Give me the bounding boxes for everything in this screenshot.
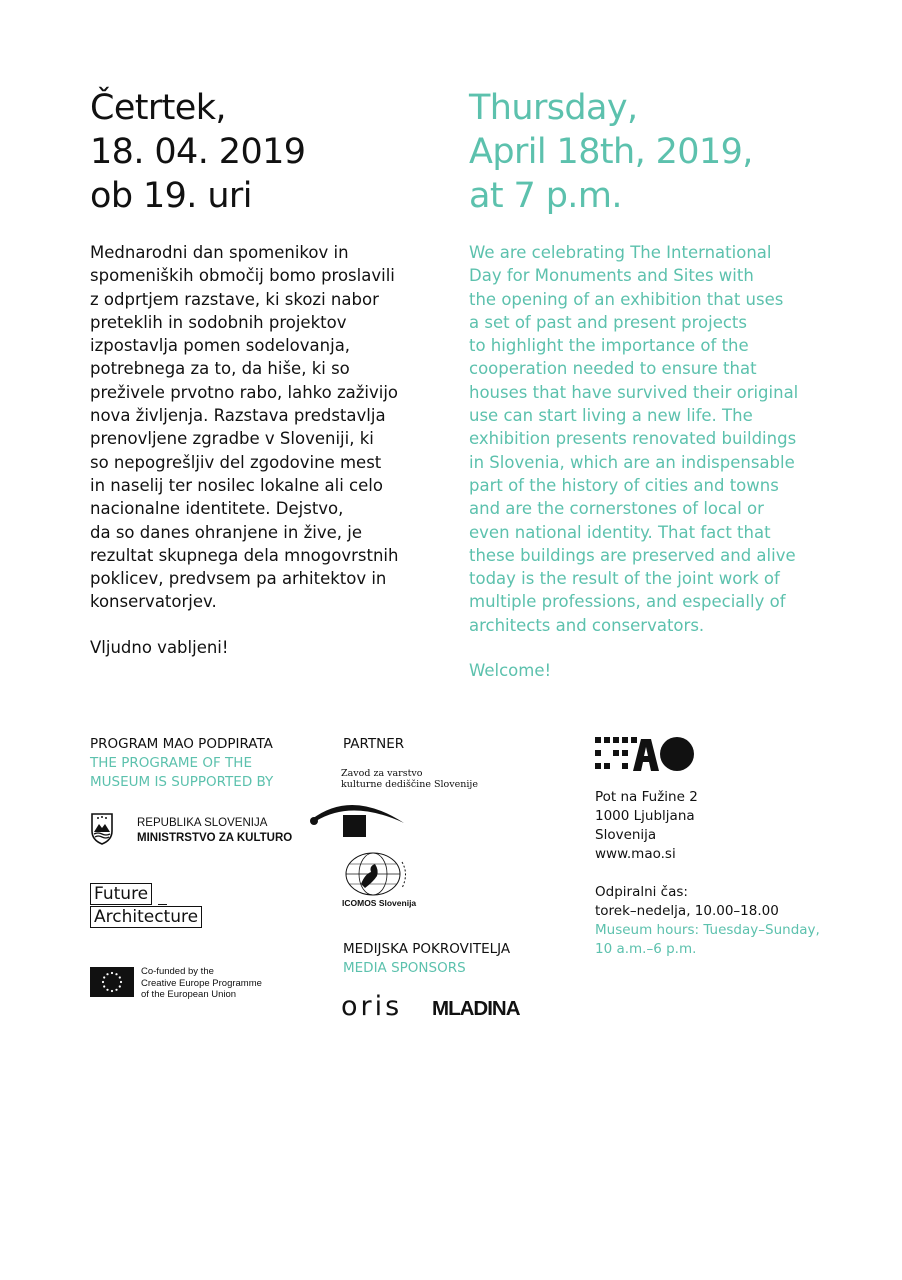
ministry-line: REPUBLIKA SLOVENIJA [137,817,268,829]
supporters-heading [90,735,273,792]
body-line: rezultat skupnega dela mnogovrstnih [90,545,399,565]
website-link[interactable]: www.mao.si [595,846,676,862]
eu-text [141,966,262,1001]
future-architecture-logo-top: Future [90,883,152,905]
body-line: in Slovenia, which are an indispensable [469,452,795,472]
headline-line: at 7 p.m. [469,176,622,216]
media-heading-sl: MEDIJSKA POKROVITELJA [343,941,511,957]
headline-line: ob 19. uri [90,176,252,216]
body-line: exhibition presents renovated buildings [469,429,797,449]
body-line: to highlight the importance of the [469,336,749,356]
headline-line: 18. 04. 2019 [90,132,306,172]
body-slovenian [90,241,398,614]
body-line: Day for Monuments and Sites with [469,266,754,286]
slovenia-coat-of-arms-icon [90,813,114,845]
body-line: a set of past and present projects [469,312,747,332]
body-line: nacionalne identitete. Dejstvo, [90,499,344,519]
headline-line: April 18th, 2019, [469,132,753,172]
body-line: use can start living a new life. The [469,406,753,426]
body-line: architects and conservators. [469,615,705,635]
headline-english [469,86,753,218]
eu-line: Creative Europe Programme [141,977,262,989]
mao-logo-icon [595,737,695,773]
partner-heading: PARTNER [343,736,405,752]
future-architecture-connector [158,904,167,905]
hours-label: Odpiralni čas: [595,884,688,900]
address-line: 1000 Ljubljana [595,808,695,824]
body-line: these buildings are preserved and alive [469,545,796,565]
zvkds-line: kulturne dediščine Slovenije [341,779,478,790]
ministry-logo-text [137,816,292,846]
body-line: spomeniških območij bomo proslavili [90,266,395,286]
eu-line: of the European Union [141,989,237,1000]
body-english [469,241,798,637]
headline-slovenian [90,86,305,218]
body-line: preživele prvotno rabo, lahko zaživijo [90,382,399,402]
museum-hours [595,883,820,959]
oris-logo: oris [341,991,403,1022]
body-line: today is the result of the joint work of [469,569,780,589]
media-heading-en: MEDIA SPONSORS [343,960,466,976]
body-line: Mednarodni dan spomenikov in [90,243,349,262]
mladina-logo: MLADINA [432,997,520,1020]
body-line: the opening of an exhibition that uses [469,289,784,309]
supporters-heading-en: MUSEUM IS SUPPORTED BY [90,774,274,790]
body-line: nova življenja. Razstava predstavlja [90,406,386,426]
body-line: so nepogrešljiv del zgodovine mest [90,452,382,472]
body-line: cooperation needed to ensure that [469,359,757,379]
ministry-line: MINISTRSTVO ZA KULTURO [137,832,293,844]
supporters-heading-sl: PROGRAM MAO PODPIRATA [90,736,273,752]
body-line: houses that have survived their original [469,382,799,402]
zvkds-logo-icon [308,795,406,841]
icomos-globe-icon [339,850,411,900]
address-line: Slovenija [595,827,657,843]
body-line: prenovljene zgradbe v Sloveniji, ki [90,429,374,449]
headline-line: Četrtek, [90,88,226,128]
supporters-heading-en: THE PROGRAME OF THE [90,755,252,771]
body-line: in naselij ter nosilec lokalne ali celo [90,475,383,495]
body-line: da so danes ohranjene in žive, je [90,522,362,542]
body-line: even national identity. That fact that [469,522,771,542]
hours-en: 10 a.m.–6 p.m. [595,941,697,957]
body-line: We are celebrating The International [469,243,772,262]
body-line: multiple professions, and especially of [469,592,786,612]
closing-english: Welcome! [469,661,552,680]
body-line: potrebnega za to, da hiše, ki so [90,359,350,379]
hours-en: Museum hours: Tuesday–Sunday, [595,922,820,938]
eu-flag-icon [90,967,134,997]
body-line: z odprtjem razstave, ki skozi nabor [90,289,379,309]
body-line: part of the history of cities and towns [469,475,779,495]
media-heading [343,940,510,978]
eu-line: Co-funded by the [141,966,214,977]
museum-address [595,788,698,864]
body-line: and are the cornerstones of local or [469,499,764,519]
zvkds-logo-text [341,768,478,790]
body-line: poklicev, predvsem pa arhitektov in [90,569,387,589]
hours-value: torek–nedelja, 10.00–18.00 [595,903,779,919]
future-architecture-logo-bottom: Architecture [90,906,202,928]
body-line: konservatorjev. [90,592,217,612]
closing-slovenian: Vljudno vabljeni! [90,638,229,657]
headline-line: Thursday, [469,88,638,128]
body-line: izpostavlja pomen sodelovanja, [90,336,351,356]
body-line: preteklih in sodobnih projektov [90,312,347,332]
icomos-label: ICOMOS Slovenija [342,898,417,908]
zvkds-line: Zavod za varstvo [341,768,423,779]
address-line: Pot na Fužine 2 [595,789,698,805]
